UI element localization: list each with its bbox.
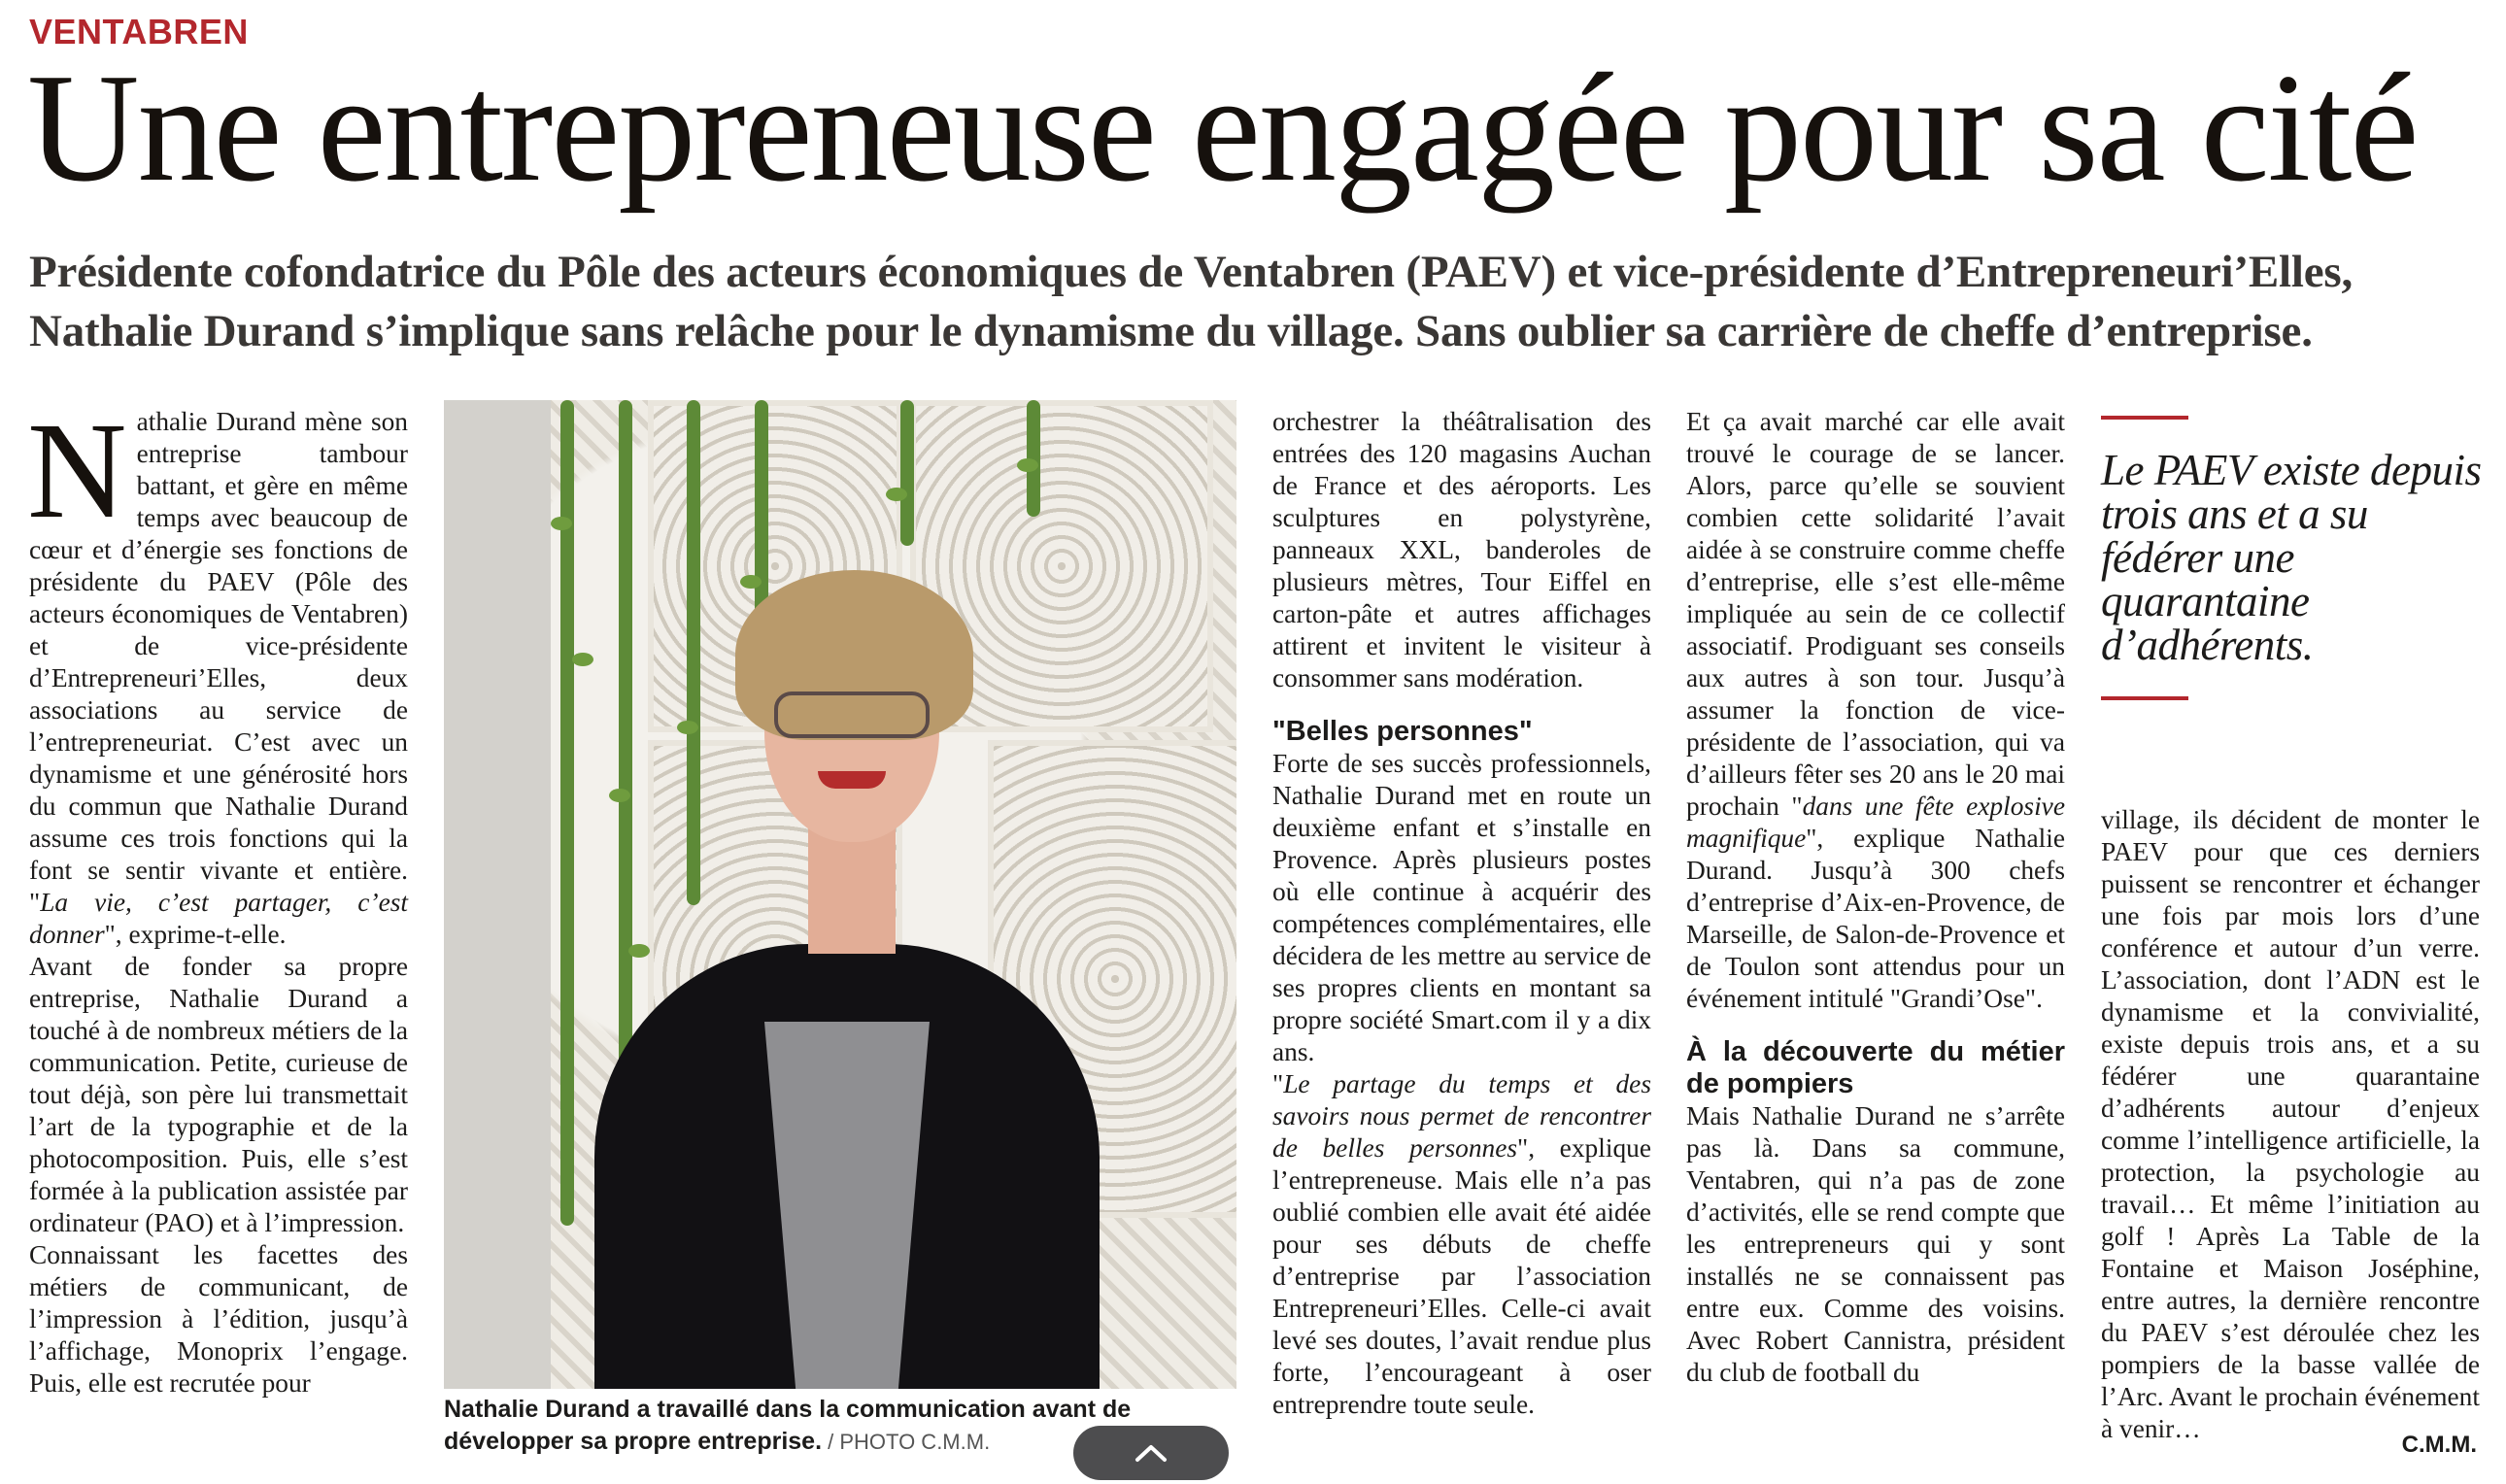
photo-credit: / PHOTO C.M.M. [822, 1430, 991, 1454]
author-signature: C.M.M. [2401, 1432, 2477, 1458]
article-column-1 [27, 393, 408, 1400]
subheading: À la découverte du métier de pompiers [1686, 1036, 2065, 1099]
paragraph [1686, 406, 2065, 1015]
paragraph-text: ", explique Nathalie Durand. Jusqu’à 300 chefs d’entreprise d’Aix-en-Provence, de Marseille, de Salon-de-Provence et de Toulon sont attendus pour un événement intitulé "Grandi’Ose". [1686, 824, 2065, 1013]
subheading: "Belles personnes" [1272, 716, 1533, 747]
paragraph: village, ils décident de monter le PAEV pour que ces derniers puissent se rencontrer et échanger une fois par mois lors d’une conférence et autour d’un verre. L’association, dont l’ADN est le dynamisme et la convivialité, existe depuis trois ans, et a su fédérer une quarantaine d’adhérents autour d’enjeux comme l’intelligence artificielle, la protection, la psychologie au travail… Et même l’initiation au golf ! Après La Table de la Fontaine et Maison Joséphine, entre autres, la dernière rencontre du PAEV s’est déroulée chez les pompiers de la basse vallée de l’Arc. Avant le prochain événement à venir… [2101, 805, 2480, 1443]
paragraph: Forte de ses succès professionnels, Nathalie Durand met en route un deuxième enfant et s’installe en Provence. Après plusieurs postes où elle continue à acquérir des compétences complémentaires, elle décidera de les mettre au service de ses propres clients en montant sa propre société Smart.com il y a dix ans. [1272, 749, 1651, 1066]
leaf [551, 517, 572, 530]
person-smile [818, 771, 886, 789]
paragraph-text: Et ça avait marché car elle avait trouvé le courage de se lancer. Alors, parce qu’elle se souvient combien cette solidarité l’avait aidée à se construire comme cheffe d’entreprise, elle s’est elle-même impliquée au sein de ce collectif associatif. Prodiguant ses conseils aux autres à son tour. Jusqu’à assumer la fonction de vice-présidente de l’association, qui va d’ailleurs fêter ses 20 ans le 20 mai prochain " [1686, 407, 2065, 821]
paragraph: orchestrer la théâtralisation des entrées des 120 magasins Auchan de France et des aéroports. Les sculptures en polystyrène, panneaux XXL, banderoles de plusieurs mètres, Tour Eiffel en carton-pâte et autres affichages attirent et invitent le visiteur à consommer sans modération. [1272, 407, 1651, 692]
article-column-4 [1686, 406, 2065, 1389]
caption-text: Nathalie Durand a travaillé dans la communication avant de développer sa propre entreprise. [444, 1396, 1132, 1455]
leaf [628, 944, 650, 958]
paragraph-text: ", exprime-t-elle. [104, 920, 287, 949]
pull-quote-text: Le PAEV existe depuis trois ans et a su fédérer une quarantaine d’adhérents. [2101, 446, 2482, 669]
vine [619, 400, 632, 1080]
paragraph-intro [27, 393, 408, 951]
leaf [609, 789, 630, 802]
quote-mark: " [1272, 1069, 1284, 1098]
paragraph-quote [1272, 1068, 1651, 1421]
drop-cap: N [27, 393, 127, 547]
vine [900, 400, 914, 546]
leaf [886, 488, 907, 501]
leaf [740, 575, 762, 589]
article-photo [444, 400, 1236, 1389]
photo-wall [444, 400, 551, 1389]
chevron-up-icon [1132, 1441, 1170, 1465]
paragraph: Avant de fonder sa propre entreprise, Nathalie Durand a touché à de nombreux métiers de la communication. Petite, curieuse de tout déjà, son père lui transmettait l’art de la typographie et de la photocomposition. Puis, elle s’est formée à la publication assistée par ordinateur (PAO) et à l’impression. [29, 952, 408, 1237]
paragraph: Mais Nathalie Durand ne s’arrête pas là. Dans sa commune, Ventabren, qui n’a pas de zone d’activités, elle se rend compte que les entrepreneurs qui y sont installés ne se connaissent pas entre eux. Comme des voisins. Avec Robert Cannistra, président du club de football du [1686, 1101, 2065, 1387]
scroll-up-button[interactable] [1073, 1426, 1229, 1480]
leaf [677, 721, 698, 734]
paragraph-text: ", explique l’entrepreneuse. Mais elle n’a pas oublié combien elle avait été aidée pour ses débuts de cheffe d’entreprise par l’association Entrepreneuri’Elles. Celle-ci avait levé ses doutes, l’avait rendue plus forte, l’encourageant à oser entreprendre toute seule. [1272, 1133, 1651, 1419]
inline-quote: Le partage du temps et des savoirs nous permet de rencontrer de belles personnes [1272, 1069, 1651, 1163]
leaf [1017, 458, 1038, 472]
pull-quote [2101, 416, 2489, 700]
inline-quote: dans une fête explosive magnifique [1686, 792, 2065, 853]
section-rubric: VENTABREN [29, 12, 249, 51]
pull-quote-rule-bottom [2101, 696, 2188, 700]
article-standfirst: Présidente cofondatrice du Pôle des acteurs économiques de Ventabren (PAEV) et vice-présidente d’Entrepreneuri’Elles, Nathalie Durand s’implique sans relâche pour le dynamisme du village. Sans oublier sa carrière de cheffe d’entreprise. [29, 247, 2354, 356]
vine [687, 400, 700, 905]
person-glasses [774, 691, 930, 738]
article-column-3 [1272, 406, 1651, 1421]
paragraph-text: athalie Durand mène son entreprise tambour battant, et gère en même temps avec beaucoup de cœur et d’énergie ses fonctions de présidente du PAEV (Pôle des acteurs économiques de Ventabren) et de vice-présidente d’Entrepreneuri’Elles, deux associations au service de l’entrepreneuriat. C’est avec un dynamisme et une générosité hors du commun que Nathalie Durand assume ces trois fonctions qui la font se sentir vivante et entière. " [29, 407, 408, 917]
inline-quote: La vie, c’est partager, c’est donner [29, 888, 408, 949]
paragraph: Connaissant les facettes des métiers de communicant, de l’impression à l’édition, jusqu’à l’affichage, Monoprix l’engage. Puis, elle est recrutée pour [29, 1240, 408, 1398]
article-column-5 [2101, 804, 2480, 1445]
leaf [572, 653, 593, 666]
pull-quote-rule-top [2101, 416, 2188, 420]
article-headline: Une entrepreneuse engagée pour sa cité [27, 41, 2418, 214]
